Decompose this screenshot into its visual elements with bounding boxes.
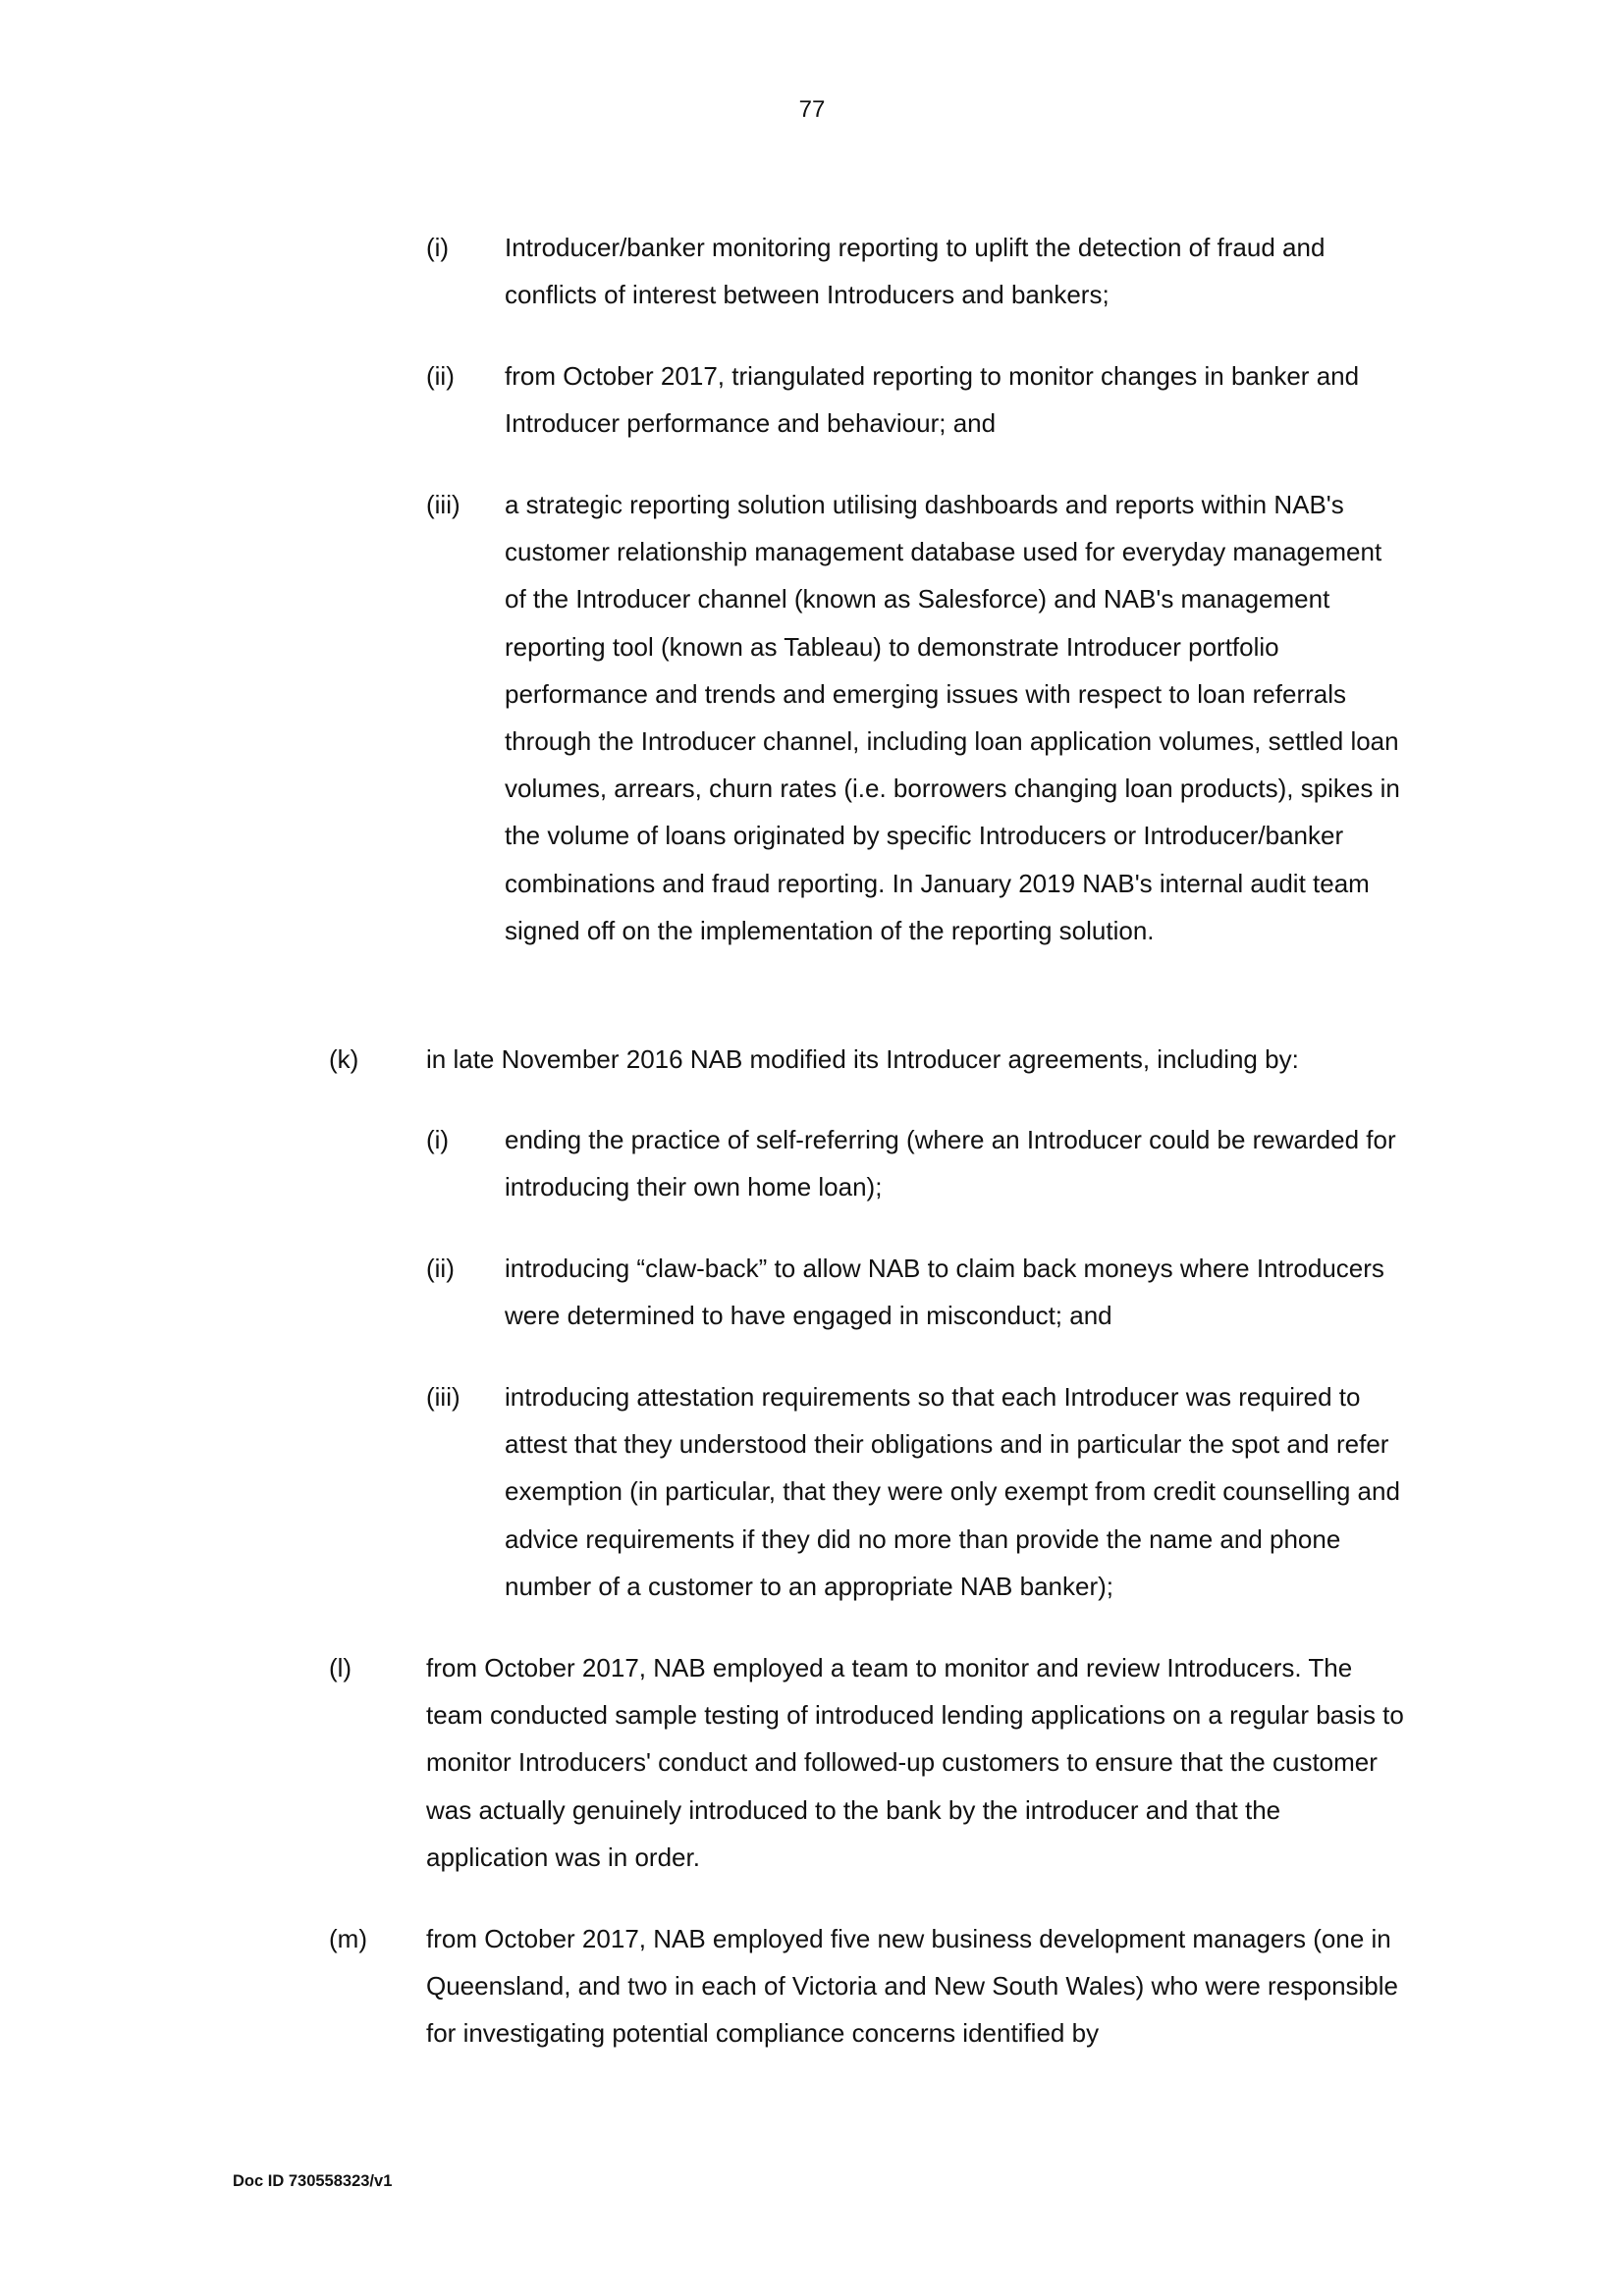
item-label: (i) [426, 233, 450, 262]
paragraph: a strategic reporting solution utilising dashboards and reports within NAB's customer relationship management database used for everyday management of the Introducer channel (known as Salesforce) and NAB's management reporting tool (known as Tableau) to demonstrate Introducer portfolio performance and trends and emerging issues with respect to loan referrals through the Introducer channel, including loan application volumes, settled loan volumes, arrears, churn rates (i.e. borrowers changing loan products), spikes in the volume of loans originated by specific Introducers or Introducer/banker combinations and fraud reporting. In January 2019 NAB's internal audit team signed off on the implementation of the reporting solution. [505, 490, 1400, 945]
paragraph: introducing attestation requirements so that each Introducer was required to attest that they understood their obligations and in particular the spot and refer exemption (in particular, that they were only exempt from credit counselling and advice requirements if they did no more than provide the name and phone number of a customer to an appropriate NAB banker); [505, 1382, 1400, 1601]
paragraph: ending the practice of self-referring (where an Introducer could be rewarded for introducing their own home loan); [505, 1125, 1396, 1202]
paragraph: from October 2017, NAB employed five new business development managers (one in Queensland, and two in each of Victoria and New South Wales) who were responsible for investigating potential compliance concerns identified by [426, 1924, 1399, 2049]
item-label: (ii) [426, 361, 455, 391]
item-label: (k) [329, 1044, 359, 1074]
paragraph: from October 2017, NAB employed a team to monitor and review Introducers. The team conducted sample testing of introduced lending applications on a regular basis to monitor Introducers' conduct and followed-up customers to ensure that the customer was actually genuinely introduced to the bank by the introducer and that the application was in order. [426, 1653, 1404, 1872]
paragraph: from October 2017, triangulated reporting to monitor changes in banker and Introducer performance and behaviour; and [505, 361, 1360, 439]
item-label: (m) [329, 1924, 367, 1953]
item-label: (i) [426, 1125, 450, 1154]
paragraph: Introducer/banker monitoring reporting to uplift the detection of fraud and conflicts of interest between Introducers and bankers; [505, 233, 1326, 310]
item-label: (iii) [426, 1382, 460, 1412]
page-number: 77 [798, 96, 826, 123]
item-label: (iii) [426, 490, 460, 519]
item-label: (ii) [426, 1254, 455, 1283]
item-label: (l) [329, 1653, 352, 1682]
paragraph: in late November 2016 NAB modified its Introducer agreements, including by: [426, 1044, 1299, 1074]
paragraph: introducing “claw-back” to allow NAB to claim back moneys where Introducers were determined to have engaged in misconduct; and [505, 1254, 1384, 1331]
doc-id-footer: Doc ID 730558323/v1 [233, 2172, 393, 2190]
